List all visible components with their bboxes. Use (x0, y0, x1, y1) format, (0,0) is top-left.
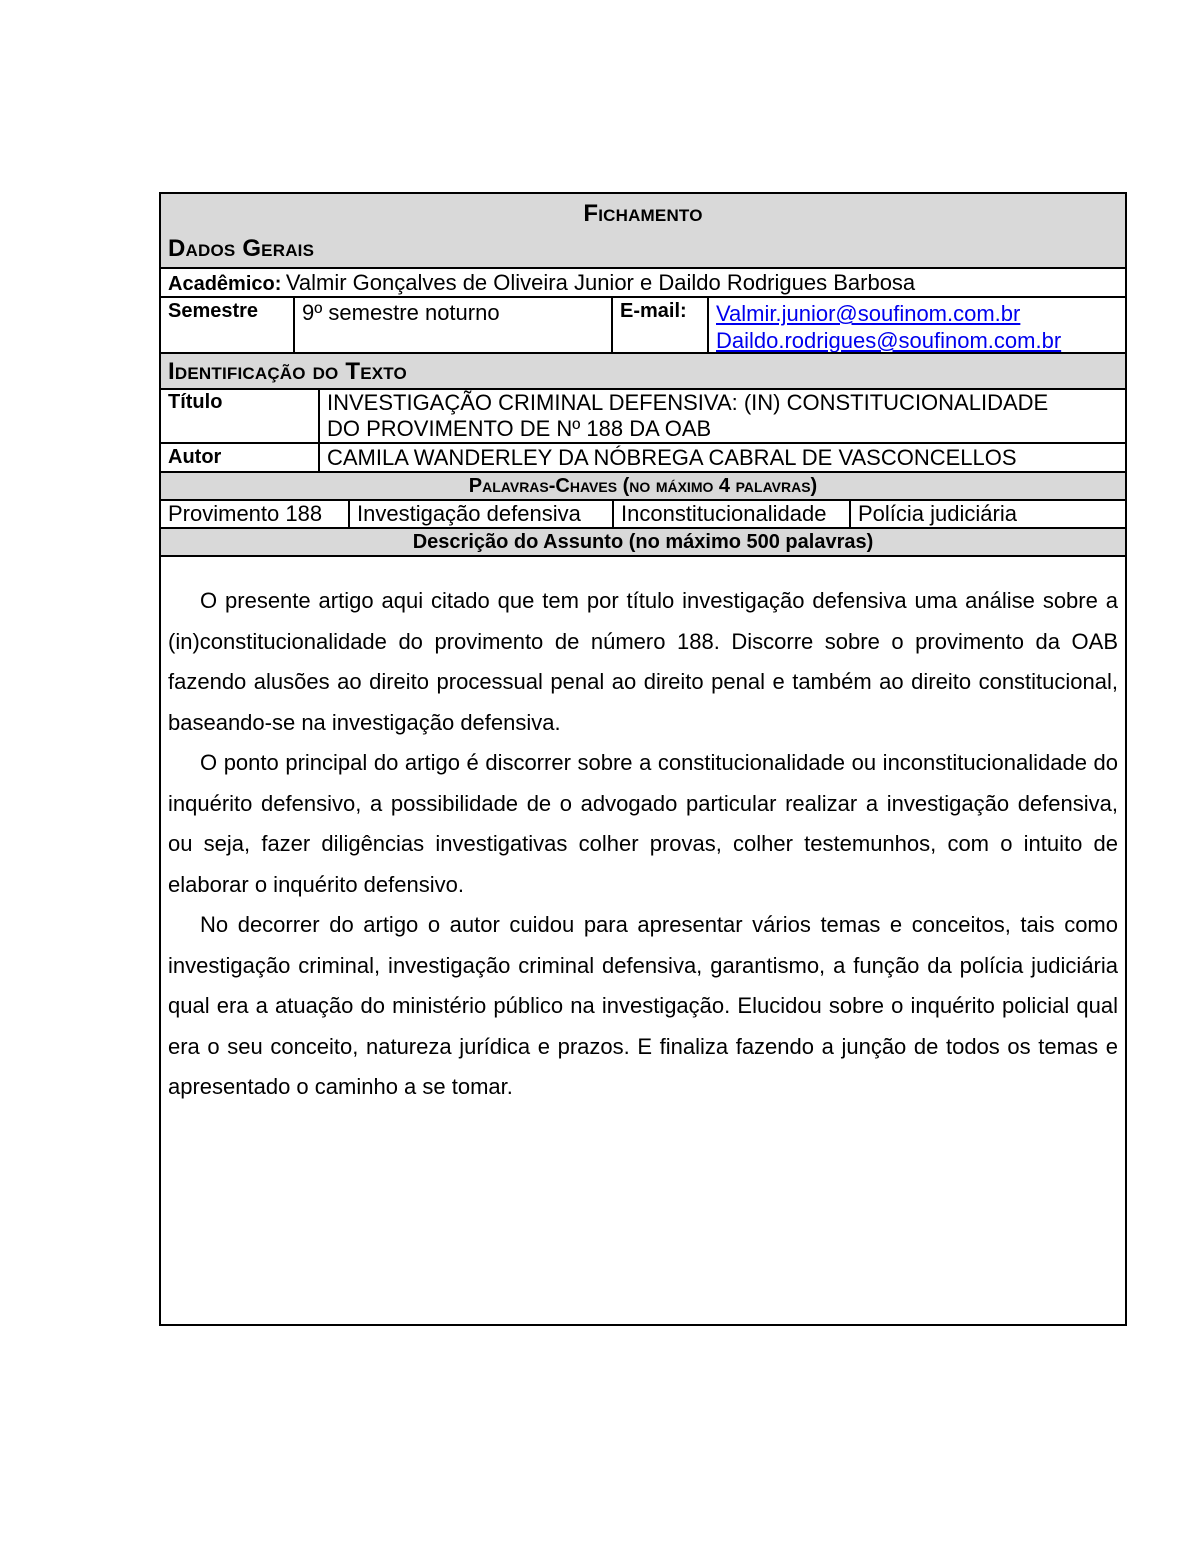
keyword-cell-2 (348, 501, 613, 527)
title-label-cell (161, 390, 318, 442)
form-header (161, 194, 1125, 269)
description-paragraph-2: O ponto principal do artigo é discorrer sobre a constitucionalidade ou inconstitucionalidade do inquérito defensivo, a possibilidade de o advogado particular realizar a investigação defensiva, ou seja, fazer diligências investigativas colher provas, colher testemunhos, com o intuito de elaborar o inquérito defensivo. (168, 750, 1118, 897)
semester-label-cell (161, 298, 293, 352)
keywords-header-row (161, 473, 1125, 501)
email-values-cell (707, 298, 1125, 352)
email-link-valmir[interactable]: Valmir.junior@soufinom.com.br (716, 301, 1021, 326)
academic-label: Acadêmico: (168, 273, 282, 295)
description-paragraph-1: O presente artigo aqui citado que tem por título investigação defensiva uma análise sobre a (in)constitucionalidade do provimento de número 188. Discorre sobre o provimento da OAB fazendo alusões ao direito processual penal ao direito penal e também ao direito constitucional, baseando-se na investigação defensiva. (168, 588, 1118, 735)
title-label: Título (168, 391, 223, 413)
author-label-cell (161, 444, 318, 471)
keywords-header: Palavras-Chaves (no máximo 4 palavras) (468, 475, 818, 497)
academic-value: Valmir Gonçalves de Oliveira Junior e Daildo Rodrigues Barbosa (285, 270, 916, 295)
text-id-header (161, 354, 1125, 390)
email-label-cell (611, 298, 708, 352)
email-link-daildo[interactable]: Daildo.rodrigues@soufinom.com.br (716, 328, 1062, 352)
semester-value-cell (293, 298, 613, 352)
title-line-2: DO PROVIMENTO DE Nº 188 DA OAB (327, 416, 712, 441)
keyword-cell-4 (849, 501, 1125, 527)
semester-label: Semestre (168, 300, 259, 322)
title-value-cell (318, 390, 1125, 442)
email-label: E-mail: (620, 300, 687, 322)
description-paragraph-3: No decorrer do artigo o autor cuidou para apresentar vários temas e conceitos, tais como investigação criminal, investigação criminal defensiva, garantismo, a função da polícia judiciária qual era a atuação do ministério público na investigação. Elucidou sobre o inquérito policial qual era o seu conceito, natureza jurídica e prazos. E finaliza fazendo a junção de todos os temas e apresentado o caminho a se tomar. (168, 912, 1118, 1099)
description-header-row (161, 529, 1125, 557)
keyword-3: Inconstitucionalidade (621, 501, 827, 526)
keyword-1: Provimento 188 (168, 501, 323, 526)
author-value-cell (318, 444, 1125, 471)
section-general-title: Dados Gerais (168, 235, 315, 262)
section-text-id-title: Identificação do Texto (168, 358, 407, 385)
keywords-row (161, 501, 1125, 529)
academic-row (161, 269, 1125, 298)
author-label: Autor (168, 446, 222, 468)
keyword-4: Polícia judiciária (858, 501, 1017, 526)
author-row (161, 444, 1125, 473)
description-body (161, 581, 1125, 1108)
academic-cell (161, 269, 1125, 296)
keyword-2: Investigação defensiva (357, 501, 581, 526)
semester-email-row (161, 298, 1125, 354)
keyword-cell-3 (612, 501, 850, 527)
semester-value: 9º semestre noturno (302, 300, 500, 325)
keyword-cell-1 (161, 501, 348, 527)
fichamento-form (159, 192, 1127, 1326)
description-header: Descrição do Assunto (no máximo 500 palavras) (412, 531, 874, 553)
title-row (161, 390, 1125, 444)
form-title: Fichamento (583, 200, 703, 227)
author-value: CAMILA WANDERLEY DA NÓBREGA CABRAL DE VASCONCELLOS (327, 445, 1017, 470)
title-line-1: INVESTIGAÇÃO CRIMINAL DEFENSIVA: (IN) CONSTITUCIONALIDADE (327, 390, 1049, 415)
